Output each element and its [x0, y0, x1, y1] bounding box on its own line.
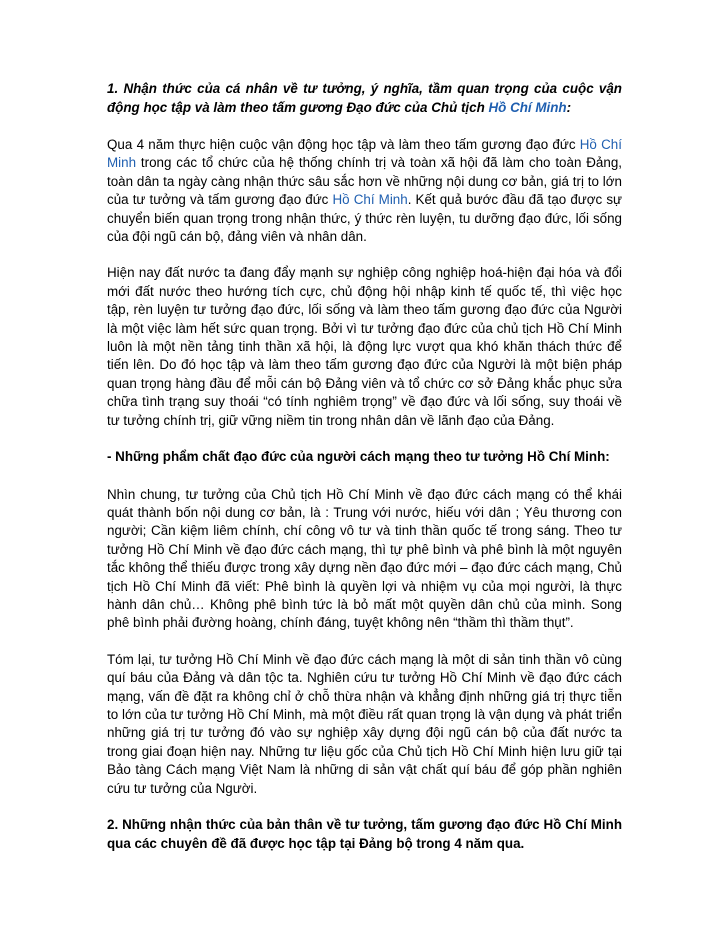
section-heading-1: [107, 80, 622, 117]
para-1-part-c: . Kết quả bước đầu đã tạo được sự chuyển biến quan trọng trong nhận thức, ý thức rèn luyện, tu dưỡng đạo đức, lối sống của đội ngũ cán bộ, đảng viên và nhân dân.: [107, 192, 623, 245]
paragraph-3: Nhìn chung, tư tưởng của Chủ tịch Hồ Chí Minh về đạo đức cách mạng có thể khái quát thành bốn nội dung cơ bản, là : Trung với nước, hiếu với dân ; Yêu thương con người; Cần kiệm liêm chính, chí công vô tư và tinh thần quốc tế trong sáng. Theo tư tưởng Hồ Chí Minh về đạo đức cách mạng, thì tự phê bình và phê bình là một nguyên tắc không thể thiếu được trong xây dựng nền đạo đức mới – đạo đức cách mạng, Chủ tịch Hồ Chí Minh đã viết: Phê bình là quyền lợi và nhiệm vụ của mọi người, là thực hành dân chủ… Không phê bình tức là bỏ mất một quyền dân chủ của mình. Song phê bình phải đường hoàng, chính đáng, tuyệt không nên “thầm thì thầm thụt”.: [107, 486, 622, 631]
para-1-link-1[interactable]: Hồ Chí Minh: [107, 137, 622, 171]
section-heading-2: - Những phẩm chất đạo đức của người cách mạng theo tư tưởng Hồ Chí Minh:: [107, 449, 610, 465]
para-1-part-b: trong các tổ chức của hệ thống chính trị và toàn xã hội đã làm cho toàn Đảng, toàn dân ta ngày càng nhận thức sâu sắc hơn về những nội dung cơ bản, giá trị to lớn của tư tưởng và tấm gương đạo đức: [107, 155, 622, 208]
paragraph-4: Tóm lại, tư tưởng Hồ Chí Minh về đạo đức cách mạng là một di sản tinh thần vô cùng quí báu của Đảng và dân tộc ta. Nghiên cứu tư tưởng Hồ Chí Minh về đạo đức cách mạng, vấn đề đặt ra không chỉ ở chỗ thừa nhận và khẳng định những giá trị thực tiễn to lớn của tư tưởng Hồ Chí Minh, mà một điều rất quan trọng là vận dụng và phát triển những giá trị tư tưởng đó vào sự nghiệp xây dựng đội ngũ cán bộ của đất nước ta trong giai đoạn hiện nay. Những tư liệu gốc của Chủ tịch Hồ Chí Minh hiện lưu giữ tại Bảo tàng Cách mạng Việt Nam là những di sản vật chất quí báu để góp phần nghiên cứu tư tưởng của Người.: [107, 651, 622, 796]
heading-1-link[interactable]: Hồ Chí Minh: [488, 99, 567, 115]
para-1-link-2[interactable]: Hồ Chí Minh: [332, 192, 408, 208]
section-heading-3: 2. Những nhận thức của bản thân về tư tưởng, tấm gương đạo đức Hồ Chí Minh qua các chuyên đề đã được học tập tại Đảng bộ trong 4 năm qua.: [107, 817, 622, 851]
heading-1-text: 1. Nhận thức của cá nhân về tư tưởng, ý nghĩa, tầm quan trọng của cuộc vận động học tập và làm theo tấm gương Đạo đức của Chủ tịch: [107, 81, 622, 115]
paragraph-1: [107, 136, 622, 246]
paragraph-2: Hiện nay đất nước ta đang đẩy mạnh sự nghiệp công nghiệp hoá-hiện đại hóa và đổi mới đất nước theo hướng tích cực, chủ động hội nhập kinh tế quốc tế, thì việc học tập, rèn luyện tư tưởng đạo đức, lối sống và làm theo tấm gương đạo đức của Người là một việc làm hết sức quan trọng. Bởi vì tư tưởng đạo đức của chủ tịch Hồ Chí Minh luôn là một nền tảng tinh thần xã hội, là động lực vượt qua khó khăn thách thức để tiến lên. Do đó học tập và làm theo tấm gương đạo đức của Người là một biện pháp quan trọng hàng đầu để mỗi cán bộ Đảng viên và tổ chức cơ sở Đảng khắc phục sửa chữa tình trạng suy thoái “có tính nghiêm trọng” về đạo đức và lối sống, suy thoái về tư tưởng chính trị, giữ vững niềm tin trong nhân dân về lãnh đạo của Đảng.: [107, 265, 622, 428]
heading-1-tail: :: [566, 99, 572, 115]
para-1-part-a: Qua 4 năm thực hiện cuộc vận động học tập và làm theo tấm gương đạo đức: [107, 137, 580, 152]
